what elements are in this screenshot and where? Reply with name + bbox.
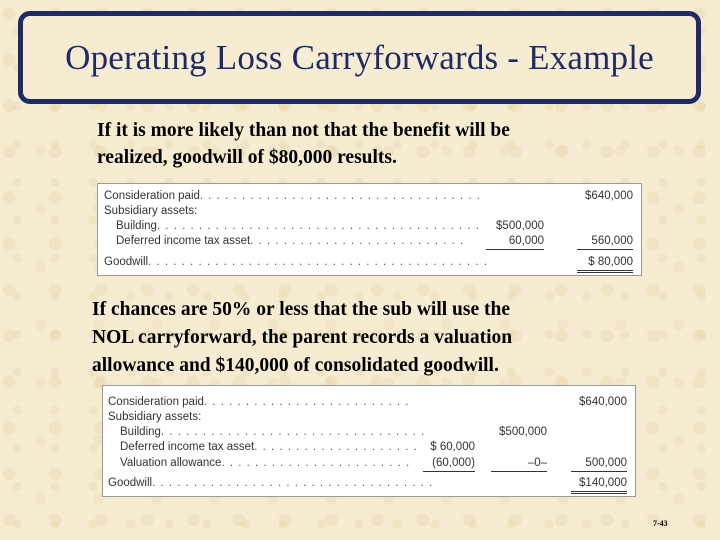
table-row: [103, 475, 635, 491]
row-label: Consideration paid: [108, 396, 204, 408]
table-row: [98, 218, 641, 234]
amount: $500,000: [496, 220, 544, 232]
leader-dots: . . . . . . . . . . . . . . . . . . . .: [254, 441, 418, 453]
amount: $500,000: [499, 426, 547, 438]
table-row: [103, 455, 635, 471]
amount: $ 80,000: [577, 254, 633, 273]
leader-dots: . . . . . . . . . . . . . . . . . . . . . . . . . . . . . . . . . .: [199, 190, 481, 202]
row-label: Building: [116, 220, 157, 232]
row-label: Goodwill: [108, 477, 153, 489]
row-label: Building: [120, 426, 161, 438]
amount: $ 60,000: [430, 441, 475, 453]
table-row: [103, 424, 635, 440]
row-label: Deferred income tax asset: [120, 441, 255, 453]
table-row: [98, 203, 641, 219]
leader-dots: . . . . . . . . . . . . . . . . . . . . . . . . . . . . . . . . . .: [152, 477, 434, 489]
paragraph-2-line-2: NOL carryforward, the parent records a valuation: [92, 327, 513, 348]
leader-dots: . . . . . . . . . . . . . . . . . . . . . . .: [221, 457, 411, 469]
table-row: [98, 188, 641, 204]
row-label: Consideration paid: [104, 190, 200, 202]
leader-dots: . . . . . . . . . . . . . . . . . . . . . . . . .: [203, 396, 410, 408]
slide-title: Operating Loss Carryforwards - Example: [65, 37, 654, 77]
row-label: Goodwill: [104, 256, 149, 268]
amount: 560,000: [577, 233, 633, 250]
paragraph-2-line-1: If chances are 50% or less that the sub will use the: [92, 299, 510, 320]
amount: $640,000: [585, 190, 633, 202]
row-label: Subsidiary assets:: [104, 205, 198, 217]
slide-number: 7-43: [653, 519, 668, 528]
paragraph-2-line-3: allowance and $140,000 of consolidated goodwill.: [92, 355, 499, 376]
row-label: Deferred income tax asset: [116, 235, 251, 247]
table-row: [98, 254, 641, 270]
amount: $640,000: [579, 396, 627, 408]
amount: (60,000): [423, 455, 475, 472]
goodwill-table-realized: [97, 183, 642, 276]
table-row: [103, 394, 635, 410]
amount: 500,000: [571, 455, 627, 472]
row-label: Subsidiary assets:: [108, 411, 202, 423]
paragraph-1: [97, 117, 510, 171]
leader-dots: . . . . . . . . . . . . . . . . . . . . . . . . . . . . . . . . . . . . . . . . .: [148, 256, 488, 268]
table-row: [98, 233, 641, 249]
leader-dots: . . . . . . . . . . . . . . . . . . . . . . . . . .: [250, 235, 465, 247]
table-row: [103, 409, 635, 425]
leader-dots: . . . . . . . . . . . . . . . . . . . . . . . . . . . . . . . .: [160, 426, 426, 438]
paragraph-1-line-1: If it is more likely than not that the benefit will be: [97, 120, 510, 141]
title-box: [18, 11, 701, 104]
paragraph-2: [92, 296, 512, 380]
row-label: Valuation allowance: [120, 457, 222, 469]
paragraph-1-line-2: realized, goodwill of $80,000 results.: [97, 147, 397, 168]
leader-dots: . . . . . . . . . . . . . . . . . . . . . . . . . . . . . . . . . . . . . . .: [156, 220, 480, 232]
amount: 60,000: [486, 233, 544, 250]
amount: –0–: [491, 455, 547, 472]
goodwill-table-valuation-allowance: [102, 385, 636, 497]
amount: $140,000: [571, 475, 627, 494]
table-row: [103, 439, 635, 455]
